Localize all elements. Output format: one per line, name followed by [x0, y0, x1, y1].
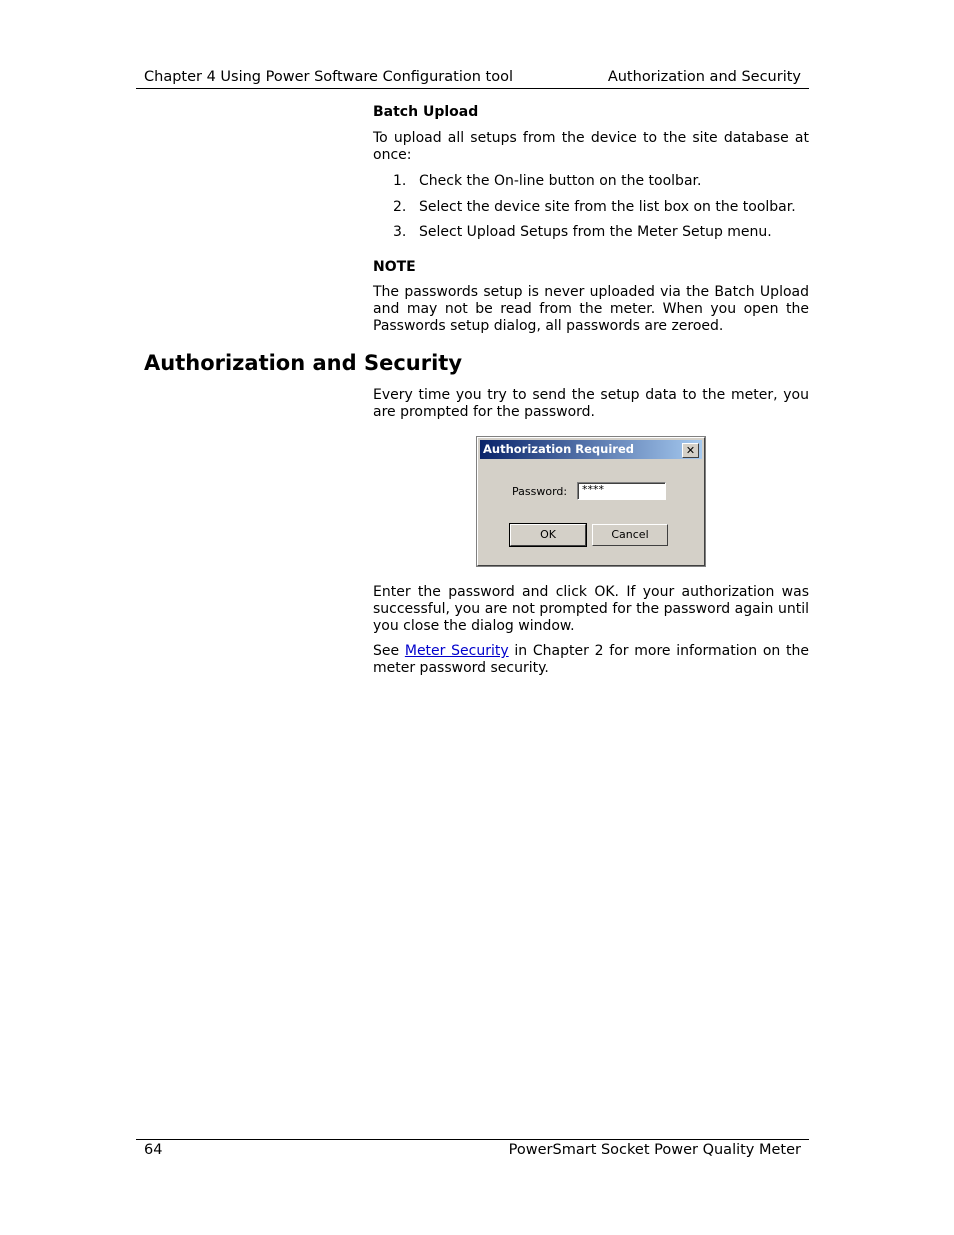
header-chapter: Chapter 4 Using Power Software Configuration tool — [144, 69, 513, 85]
note-text: The passwords setup is never uploaded via the Batch Upload and may not be read from the meter. When you open the Passwords setup dialog, all passwords are zeroed. — [373, 284, 809, 334]
step-text: Select Upload Setups from the Meter Setup menu. — [419, 224, 772, 240]
password-label: Password: — [512, 485, 568, 498]
page-number: 64 — [144, 1142, 163, 1158]
header-section: Authorization and Security — [607, 69, 801, 85]
step-number: 3. — [393, 224, 407, 240]
step-text: Check the On-line button on the toolbar. — [419, 173, 702, 189]
ok-button[interactable]: OK — [510, 524, 586, 546]
see-suffix: in Chapter 2 for more information on the meter password security. — [373, 643, 809, 676]
batch-upload-intro: To upload all setups from the device to the site database at once: — [373, 130, 809, 163]
list-item — [393, 173, 701, 190]
see-also-paragraph — [373, 643, 809, 677]
authorization-dialog — [477, 437, 705, 566]
batch-upload-heading: Batch Upload — [373, 104, 479, 120]
dialog-titlebar — [480, 440, 702, 459]
list-item — [393, 224, 772, 241]
password-field[interactable]: **** — [577, 482, 666, 500]
page-header — [136, 68, 809, 89]
list-item — [393, 199, 796, 216]
section-title: Authorization and Security — [144, 351, 463, 375]
step-number: 1. — [393, 173, 407, 189]
see-prefix: See — [373, 643, 405, 659]
step-number: 2. — [393, 199, 407, 215]
step-text: Select the device site from the list box on the toolbar. — [419, 199, 796, 215]
dialog-title: Authorization Required — [483, 442, 634, 456]
cancel-button[interactable]: Cancel — [592, 524, 668, 546]
product-name: PowerSmart Socket Power Quality Meter — [508, 1142, 801, 1158]
close-icon[interactable]: ✕ — [682, 443, 699, 458]
page-footer — [136, 1139, 809, 1162]
enter-password-paragraph: Enter the password and click OK. If your authorization was successful, you are not prompted for the password again until you close the dialog window. — [373, 584, 809, 634]
note-heading: NOTE — [373, 259, 416, 275]
section-intro: Every time you try to send the setup data to the meter, you are prompted for the password. — [373, 387, 809, 420]
meter-security-link[interactable]: Meter Security — [404, 643, 509, 659]
